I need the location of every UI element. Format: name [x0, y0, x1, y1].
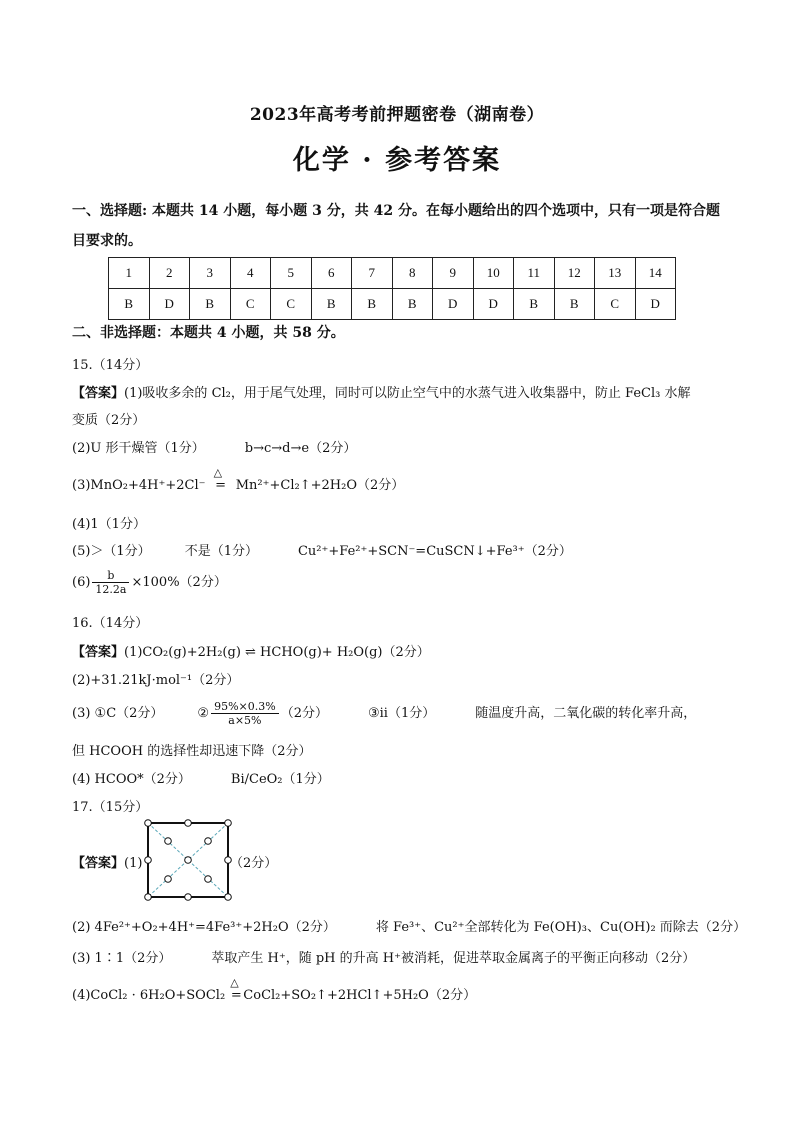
atom-circle — [225, 820, 232, 827]
exam-title: 2023年高考考前押题密卷（湖南卷） — [249, 105, 545, 125]
answer-cell: B — [190, 289, 231, 320]
q15-answer-3-right: Mn²⁺+Cl₂↑+2H₂O（2分） — [235, 478, 405, 493]
q16-heading: 16.（14分） — [72, 616, 149, 631]
q17-answer-3a: (3) 1∶1（2分） — [72, 951, 172, 966]
atom-circle — [165, 876, 172, 883]
atom-circle — [185, 820, 192, 827]
q17-answer-1-prefix: (1) — [124, 856, 143, 871]
q15-answer-5b: 不是（1分） — [184, 544, 258, 559]
answer-cell: B — [554, 289, 595, 320]
question-number-cell: 13 — [595, 258, 636, 289]
q15-answer-2a: (2)U 形干燥管（1分） — [72, 441, 205, 456]
q15-answer-2b: b→c→d→e（2分） — [244, 441, 357, 456]
q17-answer-4-right: CoCl₂+SO₂↑+2HCl↑+5H₂O（2分） — [243, 988, 477, 1003]
question-number-cell: 6 — [311, 258, 352, 289]
question-number-cell: 7 — [352, 258, 393, 289]
answer-sheet-page: 2023年高考考前押题密卷（湖南卷） 化学 · 参考答案 一、选择题: 本题共 14 小题，每小题 3 分，共 42 分。在每小题给出的四个选项中，只有一项是符合题目要求的。 1 2 3 4 5 6 7 8 9 10 11 12 13 14 B D B C C B B B D D B B C D 二、非选择题：本题共 4 小题，共 58 分。 15.（14分） 【答案】(1)吸收多余的 Cl₂，用于尾气处理，同时可以防止空气中的水蒸气进入收集器中，防止 FeCl₃ 水解 变质（2分） (2)U 形干燥管（1分） b→c→d→e（2分） (3)MnO₂+4H⁺+2Cl⁻ △ = Mn²⁺+Cl₂↑+2H₂O（2分） (4)1（1分） (5)＞（1分） 不是（1分） Cu²⁺+Fe²⁺+SCN⁻=CuSCN↓+Fe³⁺（2分） (6) $\frac{b}{12.2a}$ ×100%（2分） 16.（14分） 【答案】(1)CO₂(g)+2H₂(g) ⇌ HCHO(g)+ H₂O(g)（2分） (2)+31.21kJ·mol⁻¹（2分） (3) ①C（2分） ② $\frac{95\%\times 0.3\%}{a\times 5\%}$ （2分） ③ii（1分） 随温度升高，二氧化碳的转化率升高， 但 HCOOH 的选择性却迅速下降（2分） (4) HCOO*（2分） Bi/CeO₂（1分） 17.（15分） 【答案】(1) （2分） (2) 4Fe²⁺+O₂+4H⁺=4Fe³⁺+2H₂O（2分） 将 Fe³⁺、Cu²⁺全部转化为 Fe(OH)₃、Cu(OH)₂ 而除去（2分） (3) 1∶1（2分） 萃取产生 H⁺，随 pH 的升高 H⁺被消耗，促进萃取金属离子的平衡正向移动（2分） (4)CoCl₂ · 6H₂O+SOCl₂ △ = CoCl₂+SO₂↑+2HCl↑+5H₂O（2分） — [0, 0, 794, 1123]
table-row-numbers — [109, 258, 676, 289]
crystal-cell-diagram — [142, 818, 238, 902]
answer-cell: D — [635, 289, 676, 320]
q16-answer-3b-prefix: ② — [197, 706, 210, 721]
q16-answer-3a: (3) ①C（2分） — [72, 706, 164, 721]
atom-circle — [145, 820, 152, 827]
page-title: 化学 · 参考答案 — [292, 145, 502, 176]
q17-answer-4-left: (4)CoCl₂ · 6H₂O+SOCl₂ — [72, 988, 226, 1003]
q15-answer-6-suffix: ×100%（2分） — [131, 575, 227, 590]
question-number-cell: 3 — [190, 258, 231, 289]
q15-answer-1: (1)吸收多余的 Cl₂，用于尾气处理，同时可以防止空气中的水蒸气进入收集器中，防止 FeCl₃ 水解 — [124, 386, 691, 401]
question-number-cell: 4 — [230, 258, 271, 289]
question-number-cell: 2 — [149, 258, 190, 289]
q16-answer-4b: Bi/CeO₂（1分） — [230, 772, 330, 787]
q17-heading: 17.（15分） — [72, 800, 149, 815]
question-number-cell: 10 — [473, 258, 514, 289]
q15-answer-3-left: (3)MnO₂+4H⁺+2Cl⁻ — [72, 478, 206, 493]
fraction: $\frac{b}{12.2a}$ — [92, 569, 129, 596]
answer-cell: B — [311, 289, 352, 320]
atom-circle — [205, 876, 212, 883]
answer-cell: C — [230, 289, 271, 320]
fraction: $\frac{95\%\times 0.3\%}{a\times 5\%}$ — [211, 700, 279, 727]
heat-symbol: △ — [230, 976, 239, 989]
q15-answer-6-prefix: (6) — [72, 575, 91, 590]
q15-answer-5c: Cu²⁺+Fe²⁺+SCN⁻=CuSCN↓+Fe³⁺（2分） — [297, 544, 572, 559]
atom-circle — [185, 894, 192, 901]
answer-cell: D — [473, 289, 514, 320]
q16-answer-3-cont: 但 HCOOH 的选择性却迅速下降（2分） — [72, 744, 312, 759]
answer-cell: B — [392, 289, 433, 320]
answer-cell: B — [514, 289, 555, 320]
q16-answer-3c: ③ii（1分） — [367, 706, 436, 721]
question-number-cell: 14 — [635, 258, 676, 289]
q17-answer-2b: 将 Fe³⁺、Cu²⁺全部转化为 Fe(OH)₃、Cu(OH)₂ 而除去（2分） — [375, 920, 747, 935]
q17-answer-2a: (2) 4Fe²⁺+O₂+4H⁺=4Fe³⁺+2H₂O（2分） — [72, 920, 336, 935]
q16-answer-3d: 随温度升高，二氧化碳的转化率升高， — [475, 706, 697, 721]
heat-symbol: △ — [213, 466, 223, 479]
atom-circle — [145, 894, 152, 901]
table-row-answers — [109, 289, 676, 320]
question-number-cell: 11 — [514, 258, 555, 289]
answer-cell: C — [271, 289, 312, 320]
atom-circle — [165, 838, 172, 845]
question-number-cell: 8 — [392, 258, 433, 289]
question-number-cell: 12 — [554, 258, 595, 289]
answer-label: 【答案】 — [72, 856, 125, 871]
answer-label: 【答案】 — [72, 386, 125, 401]
q16-answer-1: (1)CO₂(g)+2H₂(g) ⇌ HCHO(g)+ H₂O(g)（2分） — [124, 645, 430, 660]
answer-cell: B — [109, 289, 150, 320]
question-number-cell: 5 — [271, 258, 312, 289]
section1-instructions: 一、选择题: 本题共 14 小题，每小题 3 分，共 42 分。在每小题给出的四个选项中，只有一项是符合题目要求的。 — [72, 203, 720, 249]
q16-answer-4a: (4) HCOO*（2分） — [72, 772, 191, 787]
q15-heading: 15.（14分） — [72, 358, 149, 373]
answer-cell: D — [149, 289, 190, 320]
choice-answer-table — [108, 257, 676, 320]
q15-answer-4: (4)1（1分） — [72, 517, 146, 532]
q16-answer-2: (2)+31.21kJ·mol⁻¹（2分） — [72, 673, 240, 688]
q17-answer-3b: 萃取产生 H⁺，随 pH 的升高 H⁺被消耗，促进萃取金属离子的平衡正向移动（2分） — [211, 951, 696, 966]
q15-answer-1-cont: 变质（2分） — [72, 413, 146, 428]
answer-cell: C — [595, 289, 636, 320]
answer-label: 【答案】 — [72, 645, 125, 660]
atom-circle — [145, 857, 152, 864]
answer-cell: B — [352, 289, 393, 320]
atom-circle — [205, 838, 212, 845]
q15-answer-5a: (5)＞（1分） — [72, 544, 151, 559]
q16-answer-3b-suffix: （2分） — [280, 706, 328, 721]
q17-answer-1-suffix: （2分） — [230, 856, 278, 871]
atom-circle — [225, 894, 232, 901]
answer-cell: D — [433, 289, 474, 320]
atom-circle — [185, 857, 192, 864]
question-number-cell: 1 — [109, 258, 150, 289]
question-number-cell: 9 — [433, 258, 474, 289]
section2-instructions: 二、非选择题：本题共 4 小题，共 58 分。 — [72, 325, 345, 341]
